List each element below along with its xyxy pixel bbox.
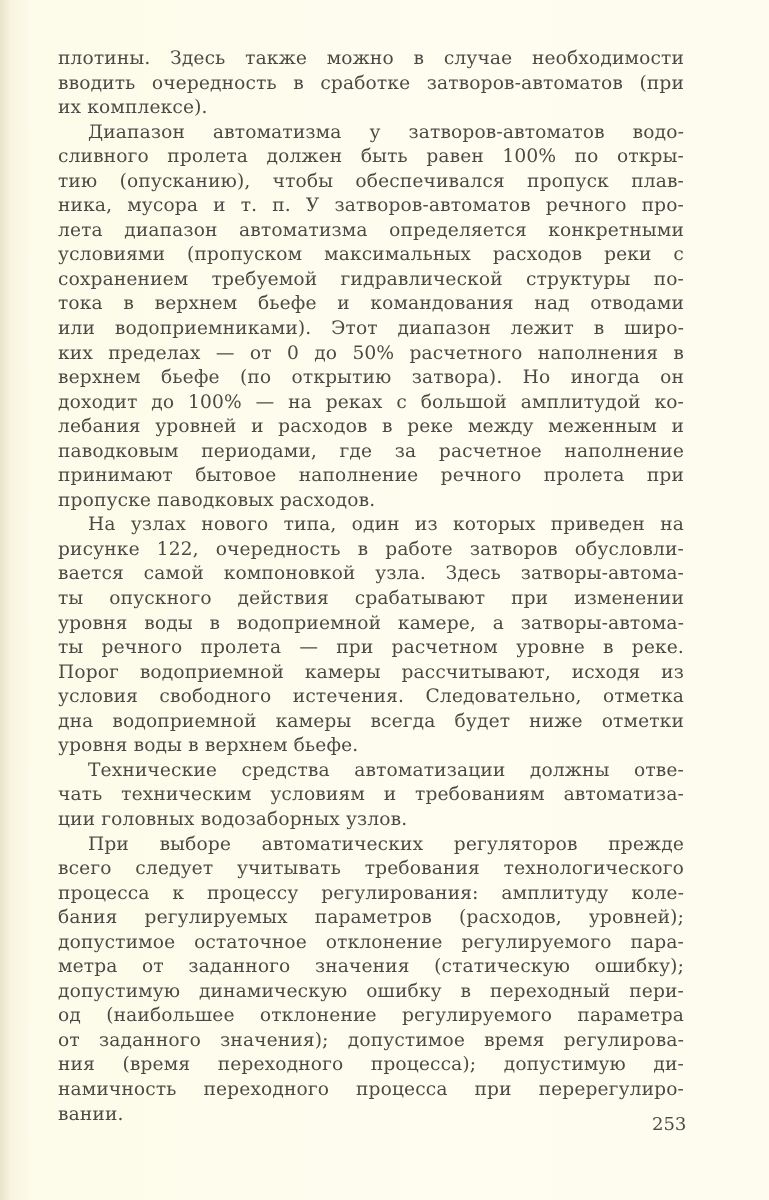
page-number: 253 xyxy=(652,1114,687,1135)
text-line: бания регулируемых параметров (расходов, уровней); xyxy=(58,907,684,929)
text-line: пропуске паводковых расходов. xyxy=(58,489,376,511)
text-line: всего следует учитывать требования технологического xyxy=(58,858,684,880)
text-line: доходит до 100% — на реках с большой амплитудой ко- xyxy=(58,391,684,413)
text-line: При выборе автоматических регуляторов прежде xyxy=(88,833,684,855)
text-line: процесса к процессу регулирования: амплитуду коле- xyxy=(58,882,684,904)
text-line: условия свободного истечения. Следовательно, отметка xyxy=(58,686,684,708)
text-line: Диапазон автоматизма у затворов-автоматов водо- xyxy=(88,121,684,143)
text-line: рисунке 122, очередность в работе затворов обусловли- xyxy=(58,538,684,560)
text-line: Технические средства автоматизации должны отве- xyxy=(88,759,684,781)
paragraph-continuation xyxy=(58,47,684,121)
text-line: чать техническим условиям и требованиям автоматиза- xyxy=(58,784,684,806)
text-line: или водоприемниками). Этот диапазон лежит в широ- xyxy=(58,318,684,340)
text-line: принимают бытовое наполнение речного пролета при xyxy=(58,465,684,487)
paragraph-regulator-selection xyxy=(58,833,684,1128)
text-line: метра от заданного значения (статическую ошибку); xyxy=(58,956,684,978)
text-line: ких пределах — от 0 до 50% расчетного наполнения в xyxy=(58,342,684,364)
text-line: На узлах нового типа, один из которых приведен на xyxy=(88,514,684,536)
paragraph-technical-means xyxy=(58,759,684,833)
body-text xyxy=(58,47,684,1127)
text-line: вается самой компоновкой узла. Здесь затворы-автома- xyxy=(58,563,684,585)
text-line: тока в верхнем бьефе и командования над отводами xyxy=(58,293,684,315)
text-line: условиями (пропуском максимальных расходов реки с xyxy=(58,244,684,266)
text-line: од (наибольшее отклонение регулируемого параметра xyxy=(58,1005,684,1027)
text-line: лета диапазон автоматизма определяется конкретными xyxy=(58,219,684,241)
text-line: ции головных водозаборных узлов. xyxy=(58,808,408,830)
text-line: плотины. Здесь также можно в случае необходимости xyxy=(58,48,684,69)
text-line: лебания уровней и расходов в реке между меженным и xyxy=(58,416,684,438)
text-line: сохранением требуемой гидравлической структуры по- xyxy=(58,268,684,290)
text-line: Порог водоприемной камеры рассчитывают, исходя из xyxy=(58,661,684,683)
text-line: от заданного значения); допустимое время регулирова- xyxy=(58,1029,684,1051)
text-line: ния (время переходного процесса); допустимую ди- xyxy=(58,1054,684,1076)
text-line: допустимое остаточное отклонение регулируемого пара- xyxy=(58,931,684,953)
text-line: допустимую динамическую ошибку в переходный пери- xyxy=(58,980,684,1002)
text-line: ты речного пролета — при расчетном уровне в реке. xyxy=(58,637,684,659)
text-line: верхнем бьефе (по открытию затвора). Но иногда он xyxy=(58,367,684,389)
text-line: уровня воды в верхнем бьефе. xyxy=(58,735,359,757)
text-line: их комплексе). xyxy=(58,97,208,119)
text-line: уровня воды в водоприемной камере, а затворы-автома- xyxy=(58,612,684,634)
paragraph-new-type-nodes xyxy=(58,513,684,758)
text-line: намичность переходного процесса при перерегулиро- xyxy=(58,1078,684,1100)
paragraph-automation-range xyxy=(58,121,684,514)
text-line: сливного пролета должен быть равен 100% по откры- xyxy=(58,146,684,168)
text-line: ника, мусора и т. п. У затворов-автоматов речного про- xyxy=(58,195,684,217)
text-line: дна водоприемной камеры всегда будет ниже отметки xyxy=(58,710,684,732)
text-line: вании. xyxy=(58,1103,124,1125)
text-line: паводковым периодами, где за расчетное наполнение xyxy=(58,440,684,462)
text-line: вводить очередность в сработке затворов-автоматов (при xyxy=(58,72,684,94)
text-line: ты опускного действия срабатывают при изменении xyxy=(58,588,684,610)
text-line: тию (опусканию), чтобы обеспечивался пропуск плав- xyxy=(58,170,684,192)
